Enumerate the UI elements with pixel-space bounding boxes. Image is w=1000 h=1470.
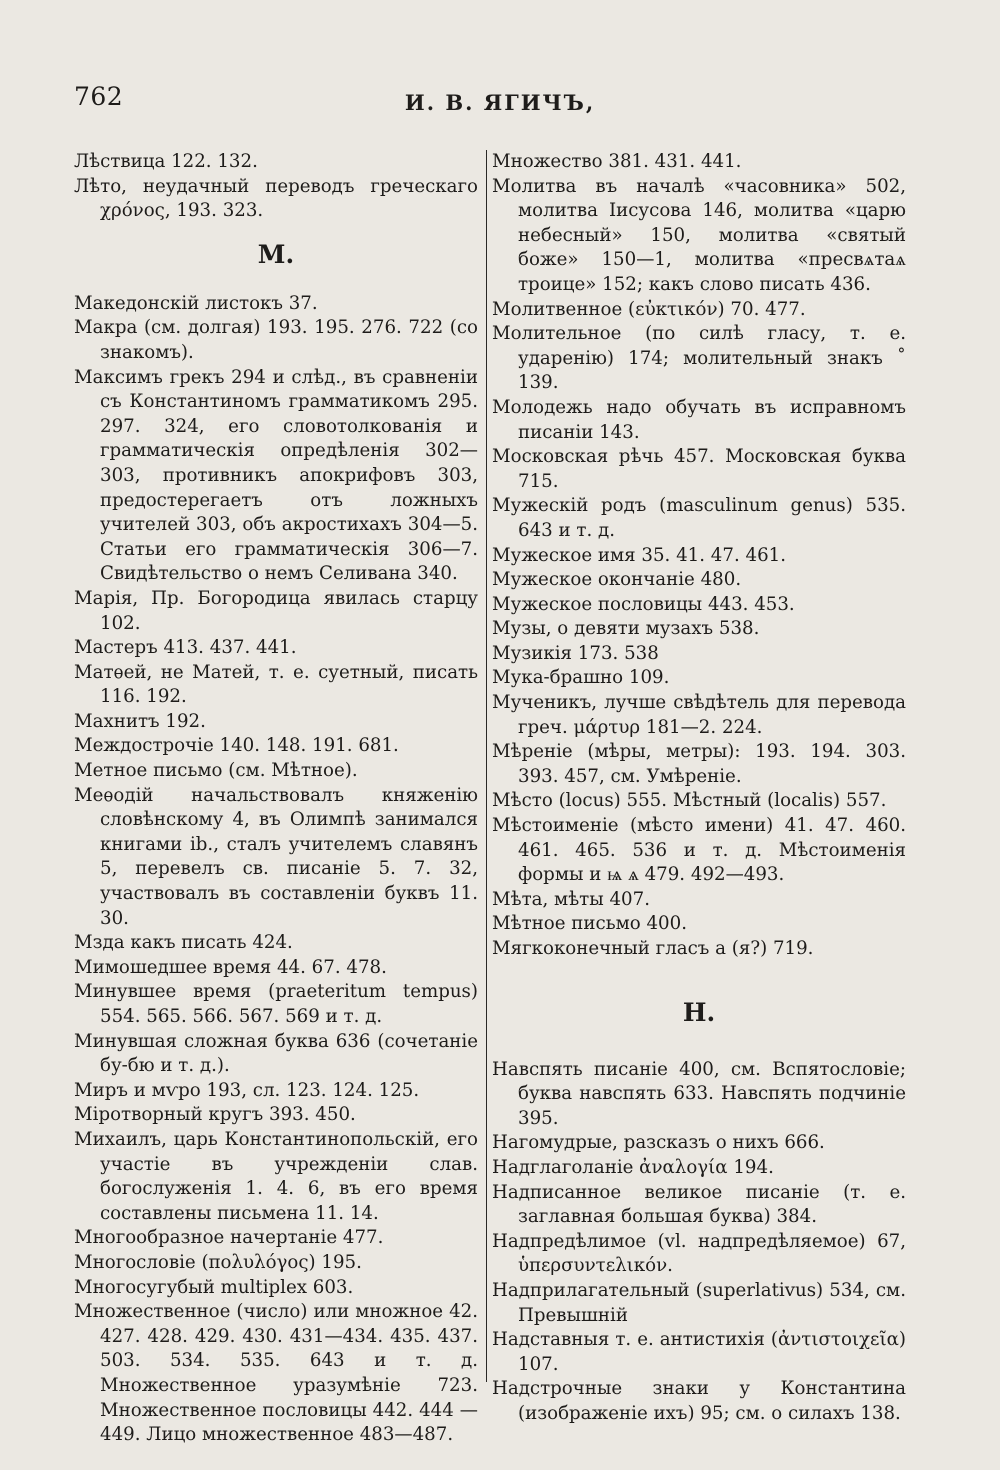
index-entry: Молодежь надо обучать въ исправномъ писаніи 143. [492,396,906,443]
index-entry: Макра (см. долгая) 193. 195. 276. 722 (со знакомъ). [74,317,478,363]
section-letter-heading: М. [257,239,295,269]
index-entry: Мимошедшее время 44. 67. 478. [74,956,387,978]
index-entry: Надглаголаніе ἀναλογία 194. [492,1156,774,1178]
index-entry: Междострочіе 140. 148. 191. 681. [74,735,399,757]
index-entry: Михаилъ, царь Константинопольскій, его участіе въ учрежденіи слав. богослуженія 1. 4. 6, въ его время составлены письмена 11. 14. [74,1128,478,1224]
index-entry: Множество 381. 431. 441. [492,151,742,172]
index-entry: Махнитъ 192. [74,710,206,732]
index-entry: Лѣствица 122. 132. [74,151,258,172]
index-entry: Матѳей, не Матей, т. е. суетный, писать 116. 192. [74,661,478,708]
index-entry: Мѣстоименіе (мѣсто имени) 41. 47. 460. 461. 465. 536 и т. д. Мѣстоименія формы и ѩ ѧ 479. 492—493. [492,815,906,886]
index-entry: Метное письмо (см. Мѣтное). [74,760,358,782]
index-entry: Многообразное начертаніе 477. [74,1227,384,1249]
index-entry: Надстрочные знаки у Константина (изображеніе ихъ) 95; см. о силахъ 138. [492,1378,906,1424]
index-entry: Надприлагательный (superlativus) 534, см. Превышній [492,1279,906,1326]
index-entry: Надписанное великое писаніе (т. е. заглавная большая буква) 384. [492,1181,906,1228]
column-divider [486,150,487,1382]
index-entry: Мученикъ, лучше свѣдѣтель для перевода греч. μάρτυρ 181—2. 224. [492,692,906,738]
index-entry: Мѣсто (locus) 555. Мѣстный (localis) 557. [492,790,887,812]
index-entry: Многословіе (πολυλόγος) 195. [74,1251,362,1273]
index-entry: Московская рѣчь 457. Московская буква 715. [492,446,906,492]
index-entry: Марія, Пр. Богородица явилась старцу 102. [74,587,478,634]
index-entry: Молитвенное (εὐκτικόν) 70. 477. [492,298,806,320]
index-entry: Музы, о девяти музахъ 538. [492,618,760,640]
index-entry: Многосугубый multiplex 603. [74,1276,354,1298]
index-entry: Міротворный кругъ 393. 450. [74,1104,356,1126]
index-entry: Максимъ грекъ 294 и слѣд., въ сравненіи съ Константиномъ грамматикомъ 295. 297. 324, его словотолкованія и грамматическія опредѣленія 302—303, противникъ апокрифовъ 303, предостерегаетъ отъ ложныхъ учителей 303, объ акростихахъ 304—5. Статьи его грамматическія 306—7. Свидѣтельство о немъ Селивана 340. [74,366,478,585]
index-entry: Меѳодій начальствовалъ княженію словѣнскому 4, въ Олимпѣ занимался книгами ib., сталъ учителемъ славянъ 5, перевелъ св. писаніе 5. 7. 32, участвовалъ въ составленіи буквъ 11. 30. [74,784,478,929]
index-entry: Мзда какъ писать 424. [74,932,293,954]
index-entry: Надставныя т. е. антистихія (ἀντιστοιχεῖα) 107. [492,1329,906,1375]
index-entry: Лѣто, неудачный переводъ греческаго χρόνος, 193. 323. [74,175,478,222]
index-entry: Мужеское окончаніе 480. [492,569,742,591]
index-entry: Мягкоконечный гласъ а (я?) 719. [492,938,814,959]
index-entry: Мужеское пословицы 443. 453. [492,593,795,615]
index-entry: Мука-брашно 109. [492,667,670,689]
index-entry: Нагомудрые, разсказъ о нихъ 666. [492,1132,825,1154]
index-entry: Молительное (по силѣ гласу, т. е. ударенію) 174; молительный знакъ ˚ 139. [492,323,906,394]
index-entry: Миръ и мѵро 193, сл. 123. 124. 125. [74,1079,420,1101]
running-head: И. В. ЯГИЧЪ, [404,90,596,115]
index-entry: Надпредѣлимое (vl. надпредѣляемое) 67, ὑπερσυντελικόν. [492,1230,906,1277]
index-entry: Мастеръ 413. 437. 441. [74,637,297,659]
index-entry: Мѣта, мѣты 407. [492,888,650,910]
index-entry: Музикія 173. 538 [492,642,659,664]
index-entry: Множественное (число) или множное 42. 427. 428. 429. 430. 431—434. 435. 437. 503. 534. 535. 643 и т. д. Множественное уразумѣніе 723. Множественное пословицы 442. 444 — 449. Лицо множественное 483—487. [74,1301,478,1446]
page-number: 762 [74,82,124,111]
index-entry: Молитва въ началѣ «часовника» 502, молитва Іисусова 146, молитва «царю небесный» 150, молитва «святый боже» 150—1, молитва «пресвѧтаѧ троице» 152; какъ слово писать 436. [492,175,906,295]
index-entry: Минувшее время (praeteritum tempus) 554. 565. 566. 567. 569 и т. д. [74,981,478,1027]
index-entry: Навспять писаніе 400, см. Вспятословіе; буква навспять 633. Навспять подчиніе 395. [492,1058,906,1129]
index-entry: Мѣтное письмо 400. [492,913,687,935]
left-column [74,150,478,1448]
index-entry: Мужескій родъ (masculinum genus) 535. 643 и т. д. [492,495,906,541]
section-letter-heading: Н. [682,997,716,1027]
index-entry: Македонскій листокъ 37. [74,292,318,314]
index-entry: Минувшая сложная буква 636 (сочетаніе бу-бю и т. д.). [74,1030,478,1077]
index-entry: Мужеское имя 35. 41. 47. 461. [492,544,787,566]
right-column [492,150,906,1427]
index-entry: Мѣреніе (мѣры, метры): 193. 194. 303. 393. 457, см. Умѣреніе. [492,741,906,787]
